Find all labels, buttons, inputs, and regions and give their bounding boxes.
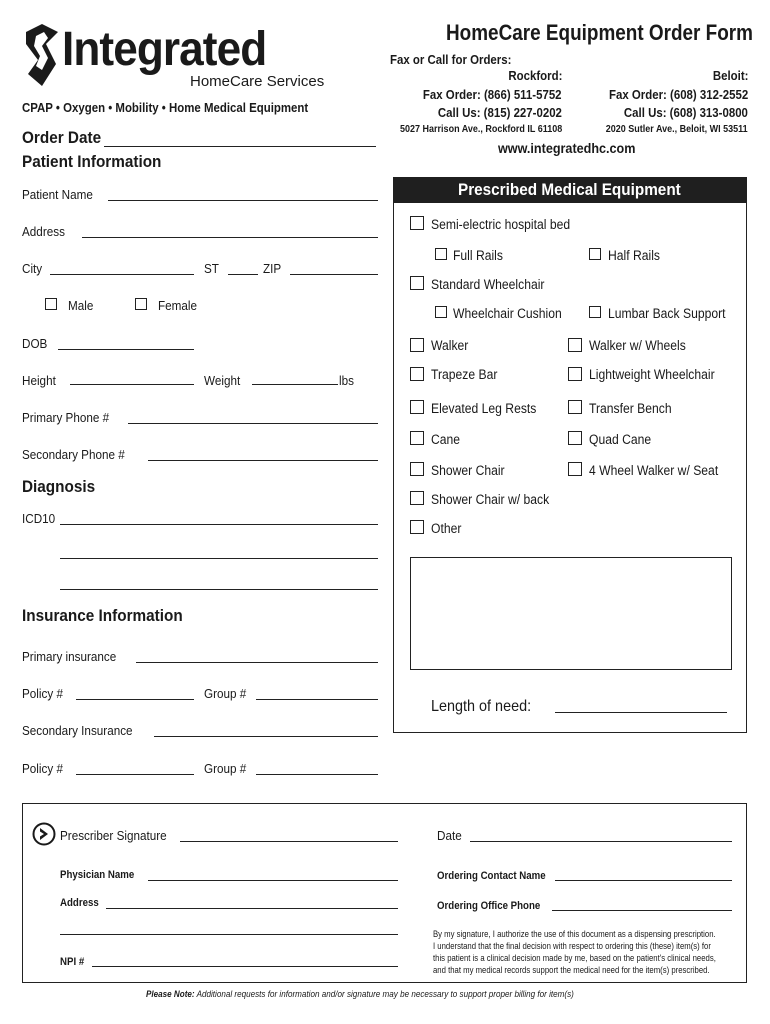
- tagline: CPAP • Oxygen • Mobility • Home Medical Equipment: [22, 100, 309, 115]
- semi-bed-label: Semi-electric hospital bed: [431, 217, 571, 232]
- female-label: Female: [158, 298, 198, 313]
- length-of-need-field[interactable]: [555, 712, 727, 713]
- leg-rests-label: Elevated Leg Rests: [431, 401, 537, 416]
- weight-field[interactable]: [252, 384, 338, 385]
- prescriber-address-field-2[interactable]: [60, 934, 398, 935]
- order-date-field[interactable]: [104, 146, 376, 147]
- authorization-line-3: this patient is a clinical decision made by me, based on the patient's clinical needs,: [433, 953, 716, 963]
- shower-chair-back-label: Shower Chair w/ back: [431, 492, 550, 507]
- st-label: ST: [204, 261, 219, 276]
- insurance-heading: Insurance Information: [22, 606, 183, 625]
- logo-mark-icon: [22, 24, 62, 86]
- quad-cane-label: Quad Cane: [589, 432, 652, 447]
- walker-label: Walker: [431, 338, 469, 353]
- website: www.integratedhc.com: [498, 140, 636, 156]
- four-wheel-walker-checkbox[interactable]: [568, 462, 582, 476]
- zip-field[interactable]: [290, 274, 378, 275]
- full-rails-label: Full Rails: [453, 248, 503, 263]
- npi-label: NPI #: [60, 956, 85, 968]
- prescriber-address-label: Address: [60, 897, 99, 909]
- footer-note-text: Additional requests for information and/or signature may be necessary to support proper billing for item(s): [194, 989, 574, 999]
- secondary-insurance-field[interactable]: [154, 736, 378, 737]
- leg-rests-checkbox[interactable]: [410, 400, 424, 414]
- patient-name-label: Patient Name: [22, 187, 93, 202]
- icd10-label: ICD10: [22, 511, 56, 526]
- full-rails-checkbox[interactable]: [435, 248, 447, 260]
- male-checkbox[interactable]: [45, 298, 57, 310]
- authorization-line-1: By my signature, I authorize the use of this document as a dispensing prescription.: [433, 929, 716, 939]
- date-field[interactable]: [470, 841, 732, 842]
- wc-cushion-checkbox[interactable]: [435, 306, 447, 318]
- date-label: Date: [437, 828, 462, 843]
- transfer-bench-label: Transfer Bench: [589, 401, 672, 416]
- trapeze-checkbox[interactable]: [410, 367, 424, 381]
- trapeze-label: Trapeze Bar: [431, 367, 498, 382]
- authorization-line-2: I understand that the final decision with respect to ordering this (these) item(s) for: [433, 941, 711, 951]
- rockford-fax: Fax Order: (866) 511-5752: [423, 87, 562, 102]
- patient-name-field[interactable]: [108, 200, 378, 201]
- primary-insurance-label: Primary insurance: [22, 649, 117, 664]
- std-wheelchair-label: Standard Wheelchair: [431, 277, 545, 292]
- icd10-field-2[interactable]: [60, 558, 378, 559]
- authorization-line-4: and that my medical records support the medical need for the item(s) prescribed.: [433, 965, 710, 975]
- four-wheel-walker-label: 4 Wheel Walker w/ Seat: [589, 463, 719, 478]
- office-phone-label: Ordering Office Phone: [437, 900, 541, 912]
- prescriber-signature-label: Prescriber Signature: [60, 828, 167, 843]
- address-label: Address: [22, 224, 65, 239]
- group-label: Group #: [204, 686, 247, 701]
- dob-label: DOB: [22, 336, 48, 351]
- icd10-field-3[interactable]: [60, 589, 378, 590]
- zip-label: ZIP: [263, 261, 282, 276]
- other-label: Other: [431, 521, 462, 536]
- footer-note: [146, 989, 574, 999]
- group-field[interactable]: [256, 699, 378, 700]
- beloit-call: Call Us: (608) 313-0800: [623, 105, 748, 120]
- height-label: Height: [22, 373, 56, 388]
- shower-chair-label: Shower Chair: [431, 463, 505, 478]
- physician-name-label: Physician Name: [60, 869, 135, 881]
- primary-insurance-field[interactable]: [136, 662, 378, 663]
- prescriber-address-field[interactable]: [106, 908, 398, 909]
- semi-bed-checkbox[interactable]: [410, 216, 424, 230]
- secondary-phone-label: Secondary Phone #: [22, 447, 125, 462]
- icd10-field[interactable]: [60, 524, 378, 525]
- beloit-fax: Fax Order: (608) 312-2552: [608, 87, 748, 102]
- office-phone-field[interactable]: [552, 910, 732, 911]
- lbs-label: lbs: [339, 373, 354, 388]
- beloit-city: Beloit:: [712, 68, 748, 83]
- patient-info-heading: Patient Information: [22, 152, 162, 171]
- lightweight-wc-checkbox[interactable]: [568, 367, 582, 381]
- contact-intro: Fax or Call for Orders:: [390, 52, 512, 67]
- ordering-contact-label: Ordering Contact Name: [437, 870, 546, 882]
- quad-cane-checkbox[interactable]: [568, 431, 582, 445]
- half-rails-checkbox[interactable]: [589, 248, 601, 260]
- physician-name-field[interactable]: [148, 880, 398, 881]
- rockford-city: Rockford:: [507, 68, 562, 83]
- length-of-need-label: Length of need:: [431, 698, 532, 715]
- other-checkbox[interactable]: [410, 520, 424, 534]
- policy-label: Policy #: [22, 686, 63, 701]
- npi-field[interactable]: [92, 966, 398, 967]
- policy2-label: Policy #: [22, 761, 63, 776]
- rockford-address: 5027 Harrison Ave., Rockford IL 61108: [399, 124, 562, 135]
- prescriber-signature-field[interactable]: [180, 841, 398, 842]
- rockford-call: Call Us: (815) 227-0202: [437, 105, 562, 120]
- group2-label: Group #: [204, 761, 247, 776]
- shower-chair-back-checkbox[interactable]: [410, 491, 424, 505]
- secondary-phone-field[interactable]: [148, 460, 378, 461]
- group2-field[interactable]: [256, 774, 378, 775]
- shower-chair-checkbox[interactable]: [410, 462, 424, 476]
- policy-field[interactable]: [76, 699, 194, 700]
- diagnosis-heading: Diagnosis: [22, 477, 96, 496]
- primary-phone-field[interactable]: [128, 423, 378, 424]
- cane-checkbox[interactable]: [410, 431, 424, 445]
- footer-note-bold: Please Note:: [146, 989, 195, 999]
- dob-field[interactable]: [58, 349, 194, 350]
- other-description-box[interactable]: [410, 557, 732, 670]
- beloit-address: 2020 Sutler Ave., Beloit, WI 53511: [606, 124, 748, 135]
- transfer-bench-checkbox[interactable]: [568, 400, 582, 414]
- walker-wheels-label: Walker w/ Wheels: [589, 338, 686, 353]
- address-field[interactable]: [82, 237, 378, 238]
- cane-label: Cane: [431, 432, 461, 447]
- height-field[interactable]: [70, 384, 194, 385]
- st-field[interactable]: [228, 274, 258, 275]
- city-label: City: [22, 261, 43, 276]
- walker-checkbox[interactable]: [410, 338, 424, 352]
- lumbar-label: Lumbar Back Support: [608, 306, 726, 321]
- ordering-contact-field[interactable]: [555, 880, 732, 881]
- lumbar-checkbox[interactable]: [589, 306, 601, 318]
- city-field[interactable]: [50, 274, 194, 275]
- wc-cushion-label: Wheelchair Cushion: [453, 306, 562, 321]
- weight-label: Weight: [204, 373, 241, 388]
- primary-phone-label: Primary Phone #: [22, 410, 110, 425]
- logo-name: Integrated: [62, 23, 267, 76]
- arrow-circle-icon: [32, 822, 56, 846]
- order-date-label: Order Date: [22, 128, 102, 147]
- authorization-text: [433, 928, 745, 976]
- lightweight-wc-label: Lightweight Wheelchair: [589, 367, 715, 382]
- std-wheelchair-checkbox[interactable]: [410, 276, 424, 290]
- secondary-insurance-label: Secondary Insurance: [22, 723, 133, 738]
- walker-wheels-checkbox[interactable]: [568, 338, 582, 352]
- equipment-heading: Prescribed Medical Equipment: [458, 180, 681, 199]
- form-title: HomeCare Equipment Order Form: [446, 20, 753, 45]
- logo: [22, 23, 325, 94]
- male-label: Male: [68, 298, 94, 313]
- logo-sub: HomeCare Services: [190, 73, 325, 90]
- female-checkbox[interactable]: [135, 298, 147, 310]
- half-rails-label: Half Rails: [608, 248, 660, 263]
- policy2-field[interactable]: [76, 774, 194, 775]
